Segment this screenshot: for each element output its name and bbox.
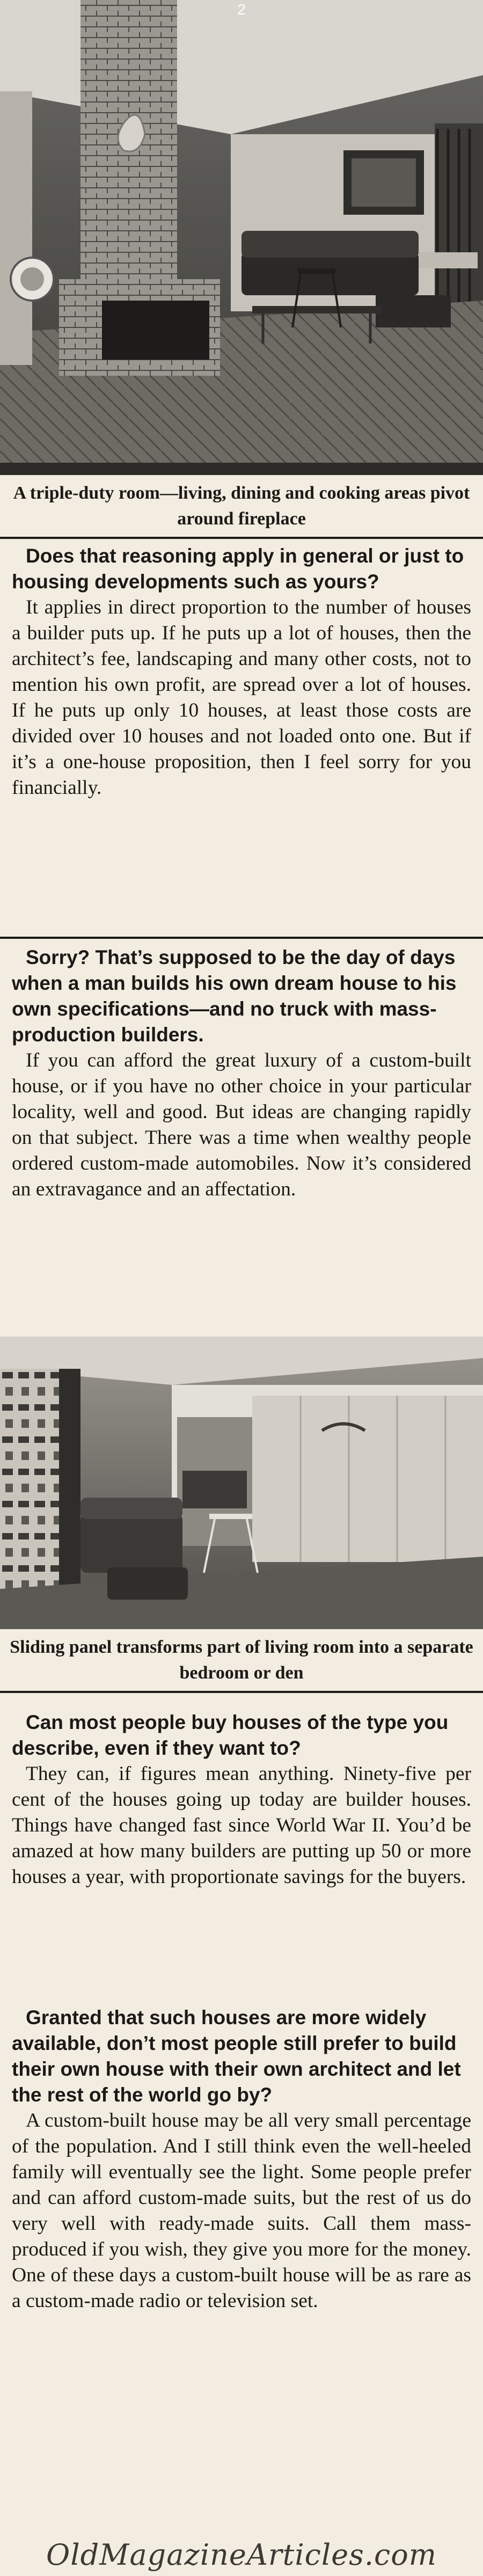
photo-fireplace-illustration [0, 0, 483, 475]
divider [0, 537, 483, 539]
answer: If you can afford the great luxury of a custom-built house, or if you have no other choice in your particular locality, well and good. But ideas are changing rapidly on that subject. There was a time when wealthy people ordered custom-made automobiles. Now it’s considered an extravagance and an affectation. [12, 1049, 471, 1200]
caption-fireplace: A triple-duty room—living, dining and cooking areas pivot around fireplace [13, 483, 470, 529]
qa-section-4 [12, 2005, 471, 2314]
photo-sliding-panel-room [0, 1337, 483, 1629]
question: Can most people buy houses of the type you describe, even if they want to? [12, 1711, 449, 1759]
qa-section-3 [12, 1710, 471, 1890]
caption-sliding-panel: Sliding panel transforms part of living room into a separate bedroom or den [10, 1637, 473, 1683]
qa-section-1 [12, 543, 471, 801]
photo-sliding-panel-illustration [0, 1337, 483, 1629]
answer: A custom-built house may be all very small percentage of the population. And I still think even the well-heeled family will eventually see the light. Some people prefer and can afford custom-made suits, but the rest of us do very well with ready-made suits. Call them mass-produced if you wish, they give you more for the money. One of these days a custom-built house will be as rare as a custom-made radio or television set. [12, 2110, 471, 2312]
divider [0, 937, 483, 939]
question: Sorry? That’s supposed to be the day of days when a man builds his own dream house to his own specifications—and no truck with mass-production builders. [12, 946, 457, 1046]
question: Granted that such houses are more widely available, don’t most people still prefer to build their own house with their own architect and let the rest of the world go by? [12, 2006, 461, 2106]
page-number: 2 [237, 1, 246, 18]
qa-section-2 [12, 945, 471, 1202]
answer: It applies in direct proportion to the number of houses a builder puts up. If he puts up a lot of houses, then the architect’s fee, landscaping and many other costs, not to mention his own profit, are spread over a lot of houses. If he puts up only 10 houses, at least those costs are divided over 10 houses and not loaded onto one. But if it’s a one-house proposition, then I feel sorry for you financially. [12, 596, 471, 799]
site-logo: OldMagazineArticles.com [46, 2538, 437, 2572]
answer: They can, if figures mean anything. Ninety-five per cent of the houses going up today are builder houses. Things have changed fast since World War II. You’d be amazed at how many builders are putting up 50 or more houses a year, with proportionate savings for the buyers. [12, 1763, 471, 1888]
question: Does that reasoning apply in general or just to housing developments such as yours? [12, 545, 464, 593]
divider [0, 1691, 483, 1693]
photo-fireplace-room [0, 0, 483, 475]
